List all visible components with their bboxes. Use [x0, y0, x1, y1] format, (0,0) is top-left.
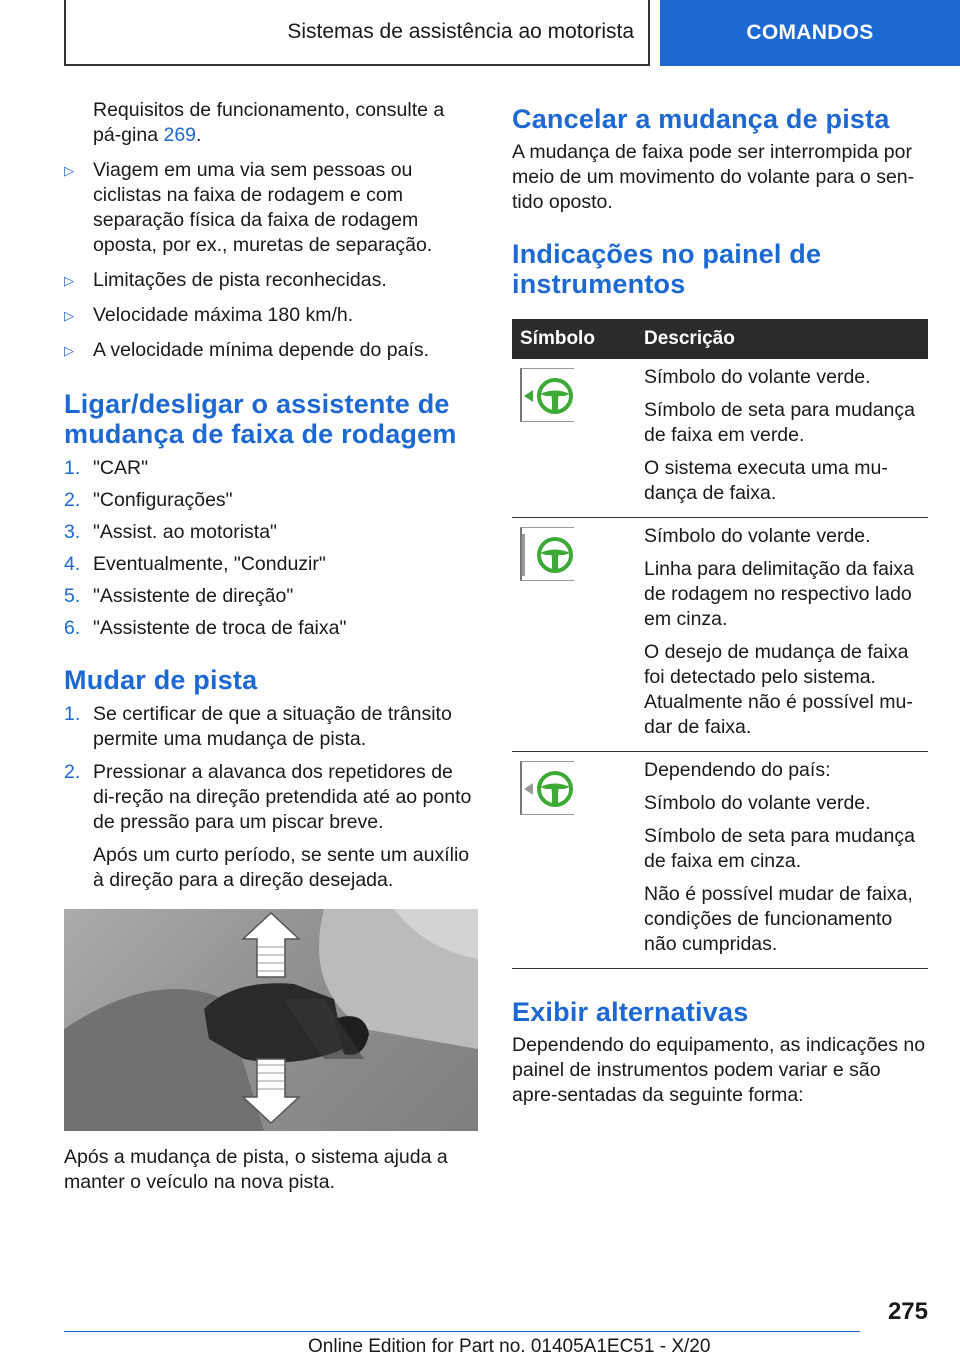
requirements-paragraph: Requisitos de funcionamento, consulte a pá-gina 269.: [93, 99, 445, 146]
heading-alternatives: Exibir alternativas: [512, 997, 749, 1027]
right-column: [512, 104, 928, 1108]
step-item: 3. "Assist. ao motorista": [64, 521, 277, 543]
step-item: 4. Eventualmente, "Conduzir": [64, 553, 326, 575]
step-item: 1. "CAR": [64, 457, 149, 479]
triangle-bullet-icon: ▷: [64, 308, 74, 323]
steering-wheel-gray-arrow-icon: [520, 761, 574, 815]
heading-cancel: Cancelar a mudança de pista: [512, 104, 890, 134]
change-lane-steps: [64, 702, 476, 835]
step-item: 1. Se certificar de que a situação de trânsito permite uma mudança de pista.: [64, 703, 452, 750]
col-description-header: Descrição: [640, 319, 928, 359]
table-row: Símbolo do volante verde. Linha para delimitação da faixa de rodagem no respectivo lado em cinza. O desejo de mudança de faixa foi detectado pelo sistema. Atualmente não é possível mu-dar de faixa.: [512, 518, 928, 752]
lever-illustration: [64, 909, 478, 1131]
left-column: [64, 98, 476, 1195]
step-item: 2. "Configurações": [64, 489, 233, 511]
step2-note: Após um curto período, se sente um auxílio à direção para a direção desejada.: [93, 844, 470, 891]
after-photo-text: Após a mudança de pista, o sistema ajuda a manter o veículo na nova pista.: [64, 1146, 448, 1193]
symbol-table: [512, 319, 928, 969]
list-item: ▷ Viagem em uma via sem pessoas ou ciclistas na faixa de rodagem e com separação física da faixa de rodagem oposta, por ex., muretas de separação.: [64, 159, 433, 256]
table-row: Dependendo do país: Símbolo do volante verde. Símbolo de seta para mudança de faixa em cinza. Não é possível mudar de faixa, condições de funcionamento não cumpridas.: [512, 752, 928, 969]
heading-change-lane: Mudar de pista: [64, 665, 258, 695]
chapter-tab-label: COMANDOS: [746, 21, 874, 44]
steering-wheel-gray-line-icon: [520, 527, 574, 581]
chapter-tab[interactable]: [660, 0, 960, 66]
condition-list: [64, 158, 476, 363]
list-item: ▷ A velocidade mínima depende do país.: [64, 339, 430, 361]
heading-onoff: Ligar/desligar o assistente de mudança de faixa de rodagem: [64, 389, 457, 449]
section-title: Sistemas de assistência ao motorista: [287, 20, 634, 43]
triangle-bullet-icon: ▷: [64, 273, 74, 288]
edition-note: Online Edition for Part no. 01405A1EC51 - X/20: [308, 1336, 711, 1357]
page-number: 275: [887, 1298, 928, 1325]
page-link[interactable]: 269: [163, 124, 197, 146]
list-item: ▷ Velocidade máxima 180 km/h.: [64, 304, 354, 326]
alternatives-text: Dependendo do equipamento, as indicações no painel de instrumentos podem variar e são apre-sentadas da seguinte forma:: [512, 1034, 926, 1106]
turn-signal-lever-photo: [64, 909, 478, 1131]
table-header-row: [512, 319, 928, 359]
steering-wheel-green-arrow-icon: [520, 368, 574, 422]
col-symbol-header: Símbolo: [512, 319, 640, 359]
footer-divider: [64, 1331, 860, 1332]
section-header: [64, 0, 650, 66]
onoff-steps: [64, 456, 476, 641]
table-row: Símbolo do volante verde. Símbolo de seta para mudança de faixa em verde. O sistema executa uma mu-dança de faixa.: [512, 359, 928, 518]
heading-indications: Indicações no painel de instrumentos: [512, 239, 822, 299]
triangle-bullet-icon: ▷: [64, 163, 74, 178]
cancel-text: A mudança de faixa pode ser interrompida por meio de um movimento do volante para o sen-tido oposto.: [512, 141, 915, 213]
step-item: 5. "Assistente de direção": [64, 585, 294, 607]
step-item: 6. "Assistente de troca de faixa": [64, 617, 347, 639]
step-item: 2. Pressionar a alavanca dos repetidores de di-reção na direção pretendida até ao ponto de pressão para um piscar breve.: [64, 761, 472, 833]
triangle-bullet-icon: ▷: [64, 343, 74, 358]
list-item: ▷ Limitações de pista reconhecidas.: [64, 269, 387, 291]
